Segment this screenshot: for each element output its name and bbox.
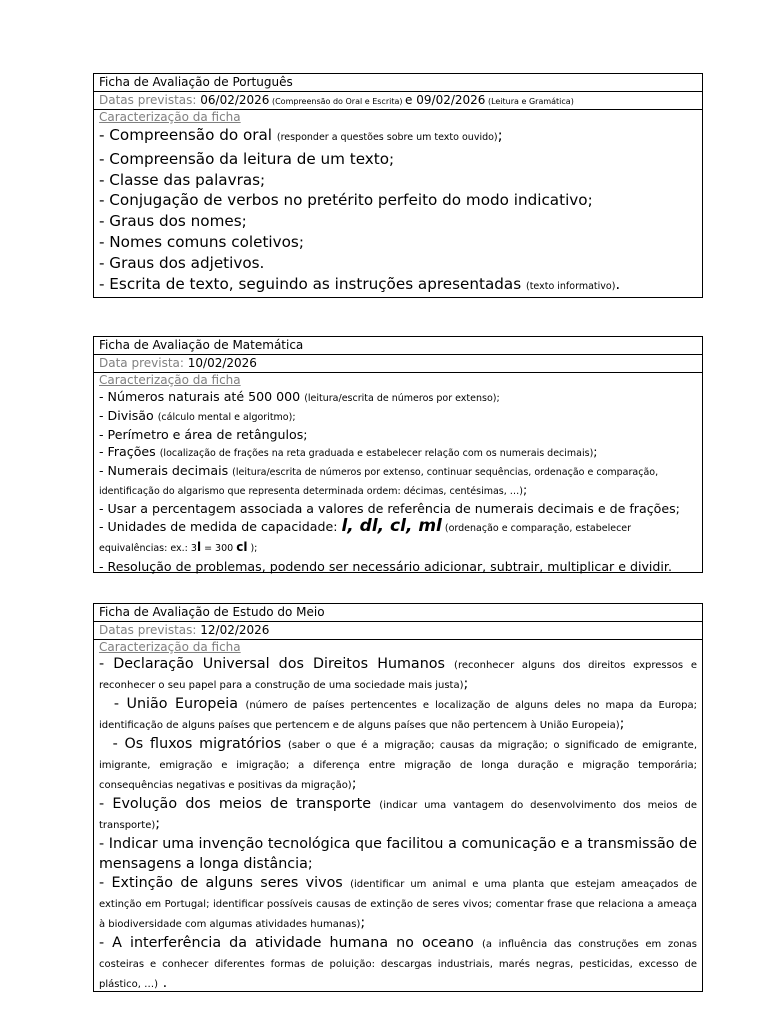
date-1: 06/02/2026 — [200, 93, 270, 107]
list-item: - Resolução de problemas, podendo ser necessário adicionar, subtrair, multiplicar e dividir. — [99, 559, 672, 574]
list-item: - Nomes comuns coletivos; — [99, 232, 304, 251]
list-item: - União Europeia (número de países pertencentes e localização de alguns deles no mapa da Europa; identificação de alguns países que pertencem e de alguns países que não pertencem à União Europeia); — [99, 696, 697, 732]
matematica-dates — [94, 355, 702, 373]
list-item: - Perímetro e área de retângulos; — [99, 427, 308, 442]
section-label: Caracterização da ficha — [99, 110, 241, 124]
section-label: Caracterização da ficha — [99, 640, 241, 654]
date-2-note: (Leitura e Gramática) — [485, 97, 574, 106]
date-1-note: (Compreensão do Oral e Escrita) — [269, 97, 406, 106]
list-item: - Graus dos adjetivos. — [99, 253, 265, 272]
list-item: - Numerais decimais (leitura/escrita de números por extenso, continuar sequências, ordenação e comparação, identificação do algarismo que representa determinada ordem: décimas, centésimas, …); — [99, 463, 659, 497]
portugues-title: Ficha de Avaliação de Português — [94, 74, 702, 92]
list-item: - Números naturais até 500 000 (leitura/escrita de números por extenso); — [99, 389, 500, 404]
estudo-meio-title: Ficha de Avaliação de Estudo do Meio — [94, 604, 702, 622]
date-1: 12/02/2026 — [200, 623, 270, 637]
dates-label: Data prevista: — [99, 356, 188, 370]
list-item: - Graus dos nomes; — [99, 212, 247, 231]
list-item: - Usar a percentagem associada a valores de referência de numerais decimais e de frações; — [99, 501, 680, 516]
estudo-meio-card — [93, 603, 703, 992]
dates-label: Datas previstas: — [99, 93, 201, 107]
date-2: 09/02/2026 — [416, 93, 486, 107]
list-item: - Divisão (cálculo mental e algoritmo); — [99, 408, 296, 423]
list-item: - Frações (localização de frações na reta graduada e estabelecer relação com os numerais decimais); — [99, 444, 598, 459]
capacity-units: l, dl, cl, ml — [341, 516, 442, 536]
list-item: - Conjugação de verbos no pretérito perfeito do modo indicativo; — [99, 191, 593, 210]
list-item: - Compreensão do oral (responder a questões sobre um texto ouvido); — [99, 126, 503, 144]
list-item: - Compreensão da leitura de um texto; — [99, 149, 395, 168]
list-item: - Unidades de medida de capacidade: l, dl, cl, ml (ordenação e comparação, estabelecer equivalências: ex.: 3l = 300 cl ); — [99, 516, 632, 554]
list-item: - Os fluxos migratórios (saber o que é a migração; causas da migração; o significado de emigrante, imigrante, emigração e imigração; a diferença entre migração de longa duração e migração temporária; consequências negativas e positivas da migração); — [99, 736, 697, 792]
estudo-meio-dates — [94, 622, 702, 640]
portugues-content — [94, 110, 702, 299]
matematica-card — [93, 336, 703, 573]
list-item: - Escrita de texto, seguindo as instruções apresentadas (texto informativo). — [99, 274, 621, 293]
list-item: - Evolução dos meios de transporte (indicar uma vantagem do desenvolvimento dos meios de transporte); — [99, 796, 697, 832]
matematica-content — [94, 373, 702, 577]
list-item: - Indicar uma invenção tecnológica que facilitou a comunicação e a transmissão de mensagens a longa distância; — [99, 836, 697, 872]
section-label: Caracterização da ficha — [99, 373, 241, 387]
matematica-title: Ficha de Avaliação de Matemática — [94, 337, 702, 355]
dates-label: Datas previstas: — [99, 623, 201, 637]
date-1: 10/02/2026 — [187, 356, 257, 370]
portugues-dates — [94, 92, 702, 110]
list-item: - Classe das palavras; — [99, 170, 266, 189]
list-item: - A interferência da atividade humana no oceano (a influência das construções em zonas costeiras e conhecer diferentes formas de poluição: descargas industriais, marés negras, pesticidas, excesso de plástico, …) . — [99, 935, 697, 991]
portugues-card — [93, 73, 703, 298]
list-item: - Extinção de alguns seres vivos (identificar um animal e uma planta que estejam ameaçados de extinção em Portugal; identificar possíveis causas de extinção de seres vivos; comentar frase que relaciona a ameaça à biodiversidade com algumas atividades humanas); — [99, 875, 697, 931]
date-connector: e — [405, 93, 417, 107]
estudo-meio-content — [94, 640, 702, 996]
list-item: - Declaração Universal dos Direitos Humanos (reconhecer alguns dos direitos expressos e reconhecer o seu papel para a construção de uma sociedade mais justa); — [99, 656, 697, 692]
